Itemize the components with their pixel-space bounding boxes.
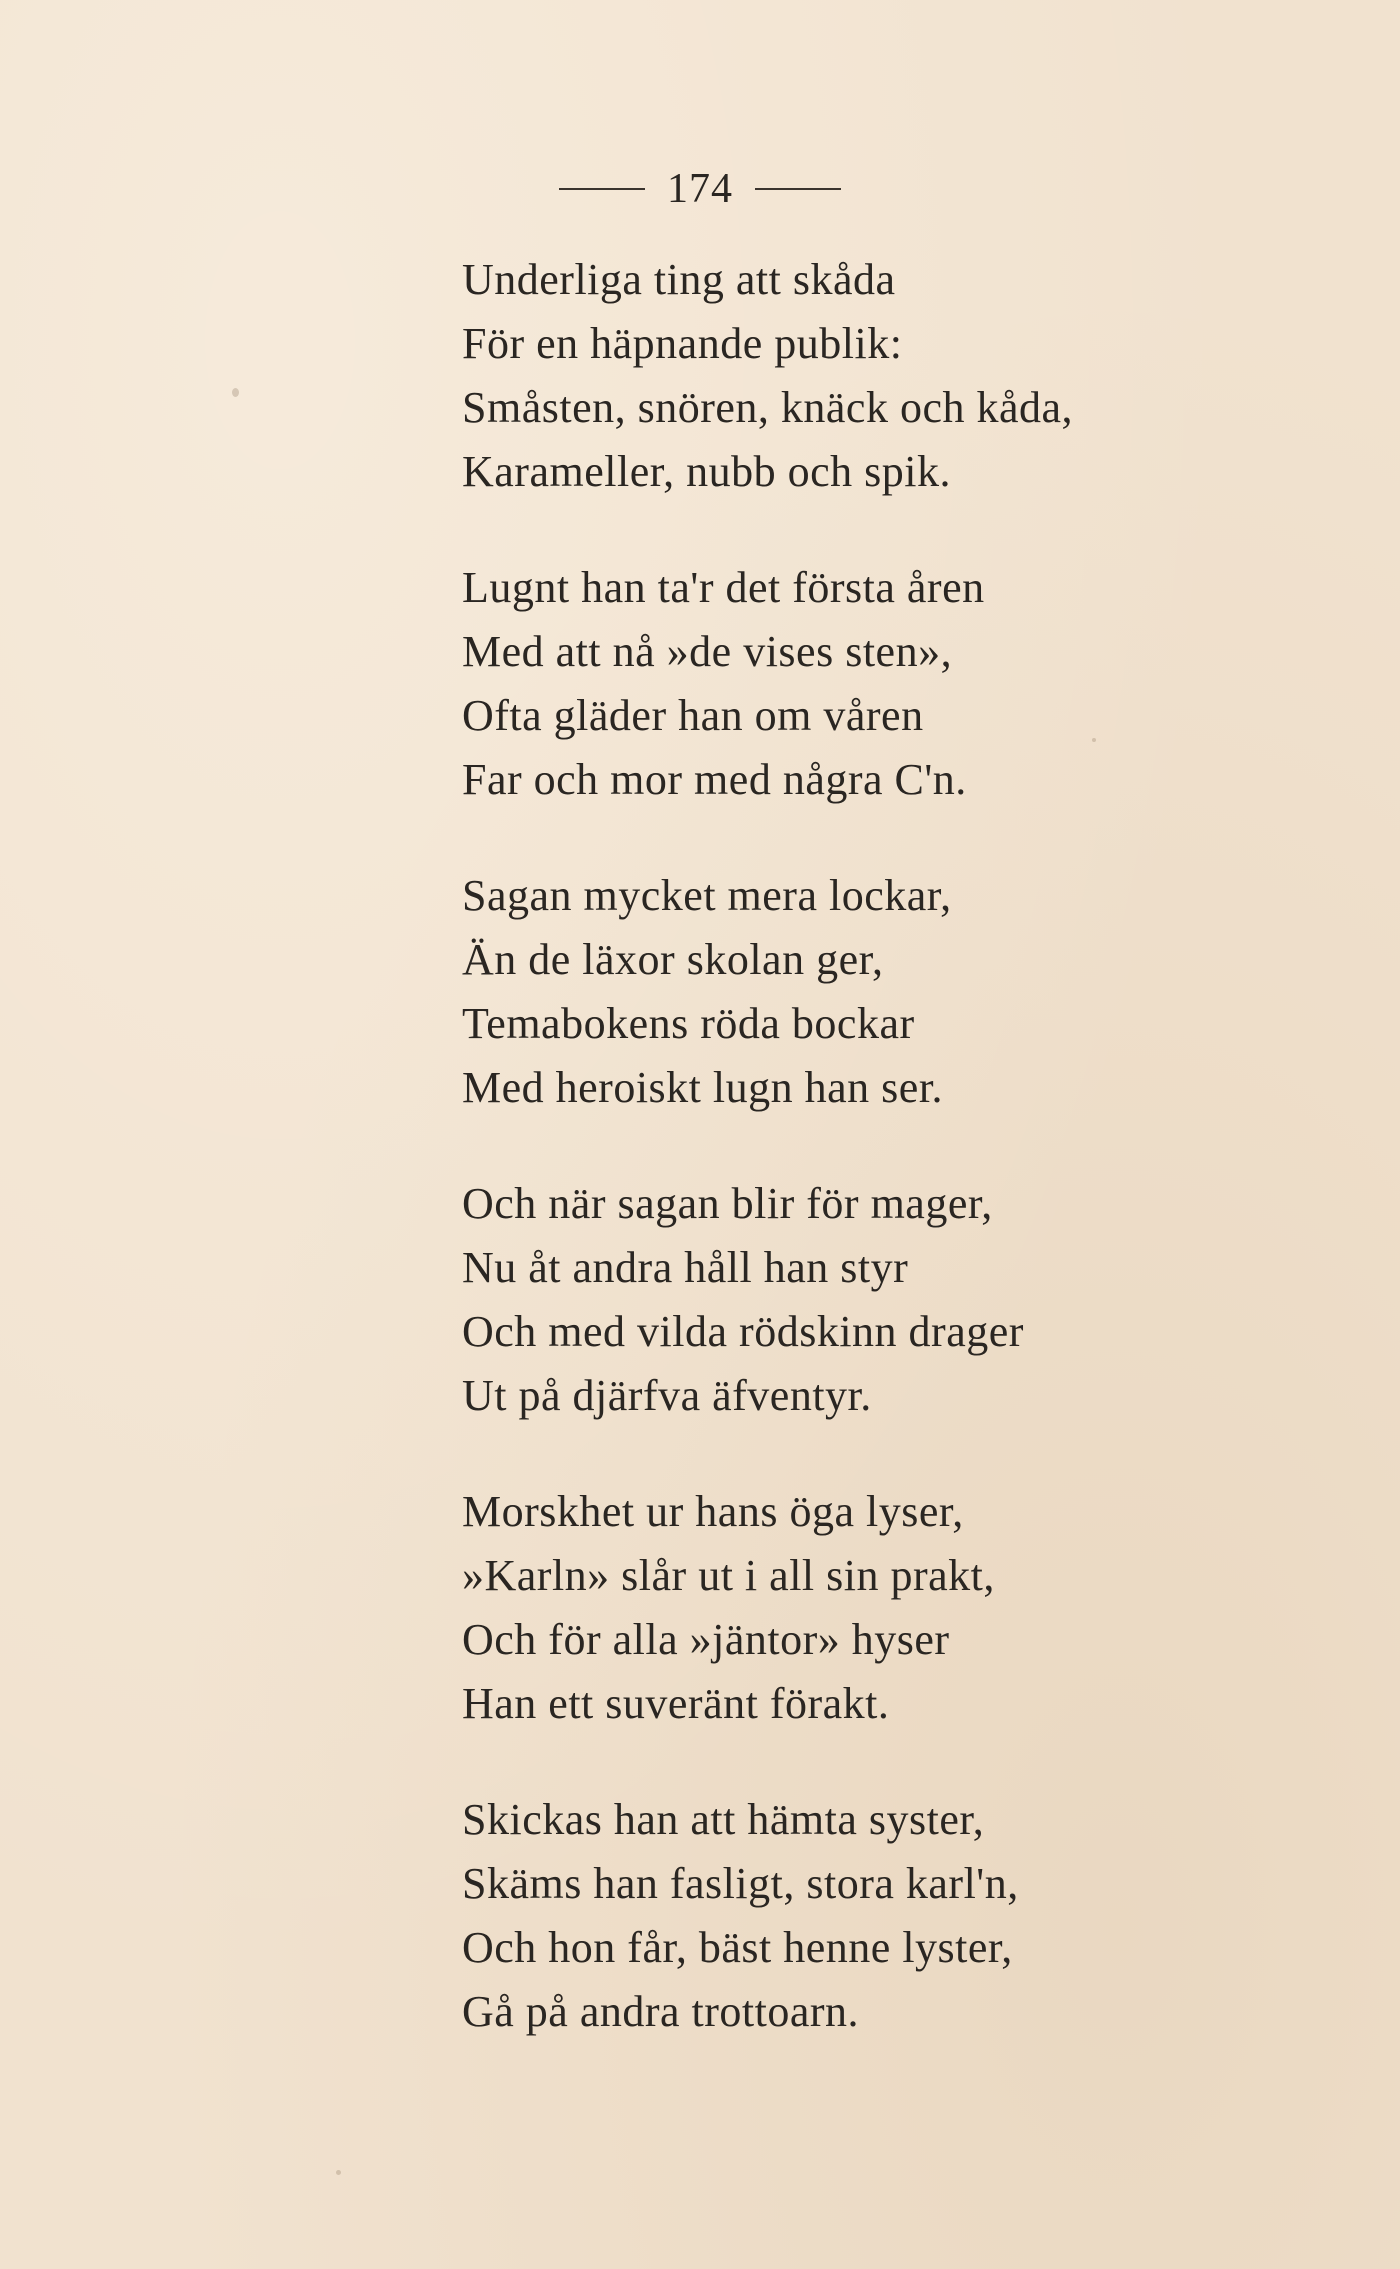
poem-line: Lugnt han ta'r det första åren — [462, 563, 985, 612]
page-header — [0, 168, 1400, 210]
poem-line: Temabokens röda bockar — [462, 999, 915, 1048]
poem-line: Och hon får, bäst henne lyster, — [462, 1923, 1013, 1972]
poem-line: Med heroiskt lugn han ser. — [462, 1063, 944, 1112]
poem-line: Och när sagan blir för mager, — [462, 1179, 993, 1228]
paper-speck — [232, 388, 239, 397]
stanza — [462, 248, 1222, 504]
poem-line: Sagan mycket mera lockar, — [462, 871, 952, 920]
stanza — [462, 556, 1222, 812]
poem-line: Han ett suveränt förakt. — [462, 1679, 890, 1728]
poem-line: Gå på andra trottoarn. — [462, 1987, 860, 2036]
header-rule-right — [755, 188, 841, 190]
header-rule-left — [559, 188, 645, 190]
poem-text — [462, 248, 1222, 2096]
poem-line: Underliga ting att skåda — [462, 255, 896, 304]
poem-line: Småsten, snören, knäck och kåda, — [462, 383, 1074, 432]
poem-line: Än de läxor skolan ger, — [462, 935, 884, 984]
poem-line: Ofta gläder han om våren — [462, 691, 924, 740]
poem-line: Karameller, nubb och spik. — [462, 447, 951, 496]
poem-line: Far och mor med några C'n. — [462, 755, 967, 804]
poem-line: Nu åt andra håll han styr — [462, 1243, 909, 1292]
poem-line: Morskhet ur hans öga lyser, — [462, 1487, 964, 1536]
poem-line: Skäms han fasligt, stora karl'n, — [462, 1859, 1019, 1908]
poem-line: Ut på djärfva äfventyr. — [462, 1371, 872, 1420]
stanza — [462, 1788, 1222, 2044]
stanza — [462, 1480, 1222, 1736]
stanza — [462, 864, 1222, 1120]
stanza — [462, 1172, 1222, 1428]
paper-speck — [336, 2170, 341, 2175]
poem-line: För en häpnande publik: — [462, 319, 903, 368]
poem-line: Skickas han att hämta syster, — [462, 1795, 985, 1844]
poem-line: Med att nå »de vises sten», — [462, 627, 953, 676]
page-number: 174 — [667, 166, 733, 212]
poem-line: »Karln» slår ut i all sin prakt, — [462, 1551, 995, 1600]
poem-line: Och för alla »jäntor» hyser — [462, 1615, 950, 1664]
poem-line: Och med vilda rödskinn drager — [462, 1307, 1024, 1356]
